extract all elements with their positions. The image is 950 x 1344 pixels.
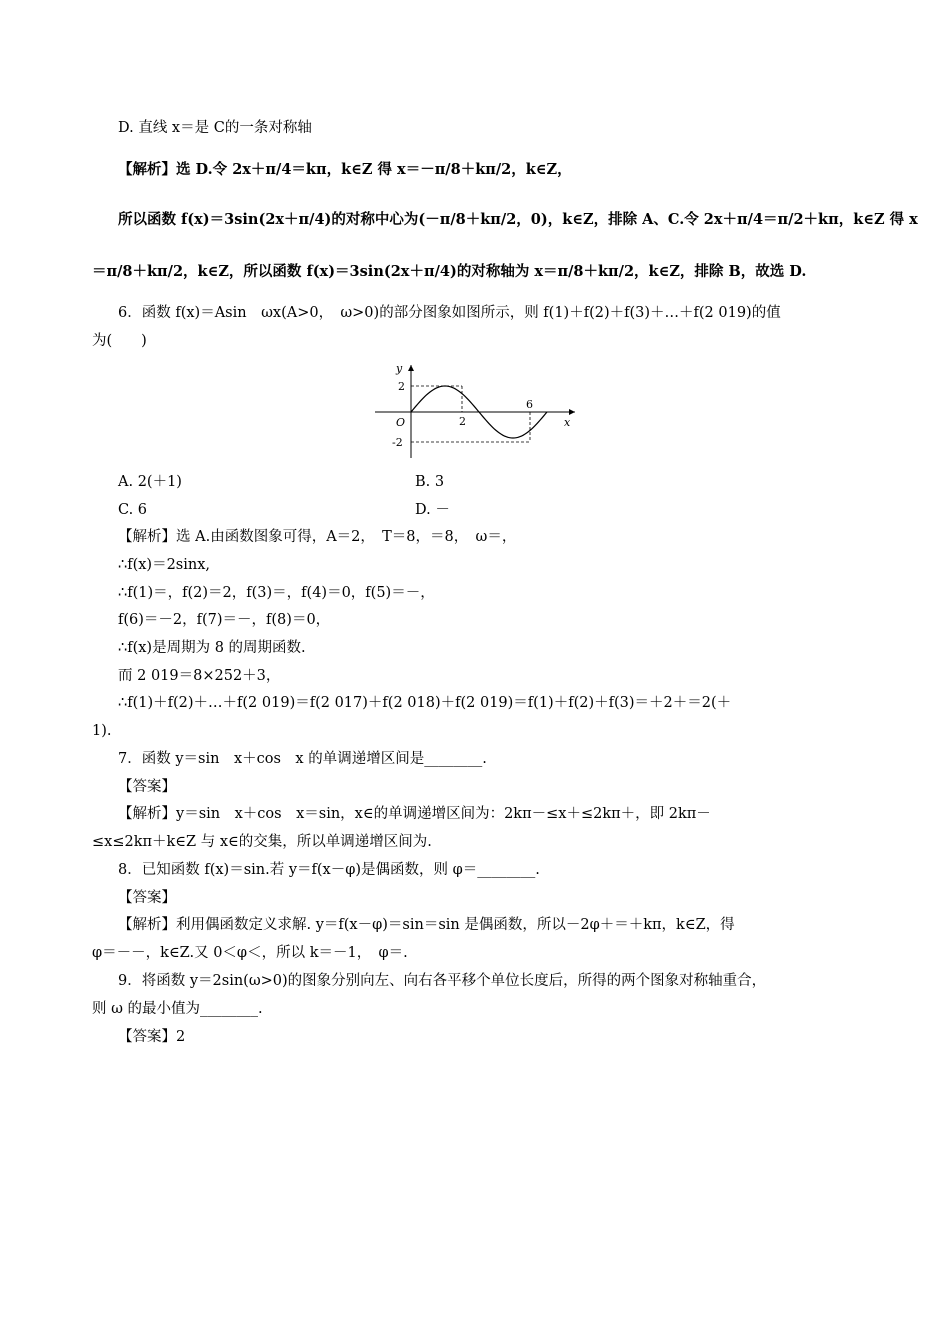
origin-label: O: [396, 416, 406, 429]
question-6-text: 为( ): [92, 333, 147, 349]
solution-line: ≤x≤2kπ＋k∈Z 与 x∈的交集，所以单调递增区间为.: [92, 834, 432, 850]
x-axis-label: x: [564, 416, 571, 429]
solution-line: 所以函数 f(x)＝3sin(2x＋π/4)的对称中心为(－π/8＋kπ/2，0)，k∈Z，排除 A、C.令 2x＋π/4＝π/2＋kπ，k∈Z 得 x: [118, 211, 918, 228]
solution-line: φ＝－－，k∈Z.又 0＜φ＜，所以 k＝－1， φ＝.: [92, 945, 408, 961]
solution-line: 而 2 019＝8×252＋3，: [118, 668, 281, 684]
option-c: C. 6: [118, 502, 148, 518]
solution-line: ∴f(1)＝，f(2)＝2，f(3)＝，f(4)＝0，f(5)＝－，: [118, 585, 435, 601]
question-8-text: 8．已知函数 f(x)＝sin.若 y＝f(x－φ)是偶函数，则 φ＝________.: [118, 862, 540, 878]
option-d: D. －: [415, 502, 450, 518]
solution-line: 【解析】利用偶函数定义求解. y＝f(x－φ)＝sin＝sin 是偶函数，所以－2φ＋＝＋kπ，k∈Z，得: [118, 917, 735, 933]
answer-label: 【答案】2: [118, 1029, 186, 1045]
question-9-text: 则 ω 的最小值为________.: [92, 1001, 263, 1017]
solution-line: ∴f(1)＋f(2)＋…＋f(2 019)＝f(2 017)＋f(2 018)＋f(2 019)＝f(1)＋f(2)＋f(3)＝＋2＋＝2(＋: [118, 695, 732, 711]
sine-graph-figure: [370, 360, 585, 460]
solution-line: ＝π/8＋kπ/2，k∈Z，所以函数 f(x)＝3sin(2x＋π/4)的对称轴为 x＝π/8＋kπ/2，k∈Z，排除 B，故选 D.: [92, 263, 807, 280]
solution-line: 1).: [92, 723, 112, 739]
question-7-text: 7．函数 y＝sin x＋cos x 的单调递增区间是________.: [118, 751, 487, 767]
question-6-text: 6．函数 f(x)＝Asin ωx(A>0， ω>0)的部分图象如图所示，则 f(1)＋f(2)＋f(3)＋…＋f(2 019)的值: [118, 305, 781, 321]
y-tick-neg2: -2: [392, 436, 403, 449]
y-axis-label: y: [396, 362, 403, 375]
answer-label: 【答案】: [118, 890, 176, 906]
option-a: A. 2(＋1): [118, 474, 182, 490]
question-9-text: 9．将函数 y＝2sin(ω>0)的图象分别向左、向右各平移个单位长度后，所得的两个图象对称轴重合，: [118, 973, 767, 989]
solution-line: 【解析】选 D.令 2x＋π/4＝kπ，k∈Z 得 x＝－π/8＋kπ/2，k∈Z，: [118, 161, 572, 178]
x-tick-6: 6: [526, 398, 533, 411]
option-b: B. 3: [415, 474, 445, 490]
solution-line: 【解析】y＝sin x＋cos x＝sin，x∈的单调递增区间为：2kπ－≤x＋≤2kπ＋，即 2kπ－: [118, 806, 711, 822]
x-tick-2: 2: [459, 415, 466, 428]
solution-line: 【解析】选 A.由函数图象可得，A＝2， T＝8，＝8， ω＝，: [118, 529, 517, 545]
solution-line: ∴f(x)＝2sinx,: [118, 557, 211, 573]
answer-label: 【答案】: [118, 779, 176, 795]
solution-line: f(6)＝－2，f(7)＝－，f(8)＝0，: [118, 612, 331, 628]
y-tick-2: 2: [398, 380, 405, 393]
option-d-text: D. 直线 x＝是 C的一条对称轴: [118, 120, 312, 136]
solution-line: ∴f(x)是周期为 8 的周期函数.: [118, 640, 306, 656]
